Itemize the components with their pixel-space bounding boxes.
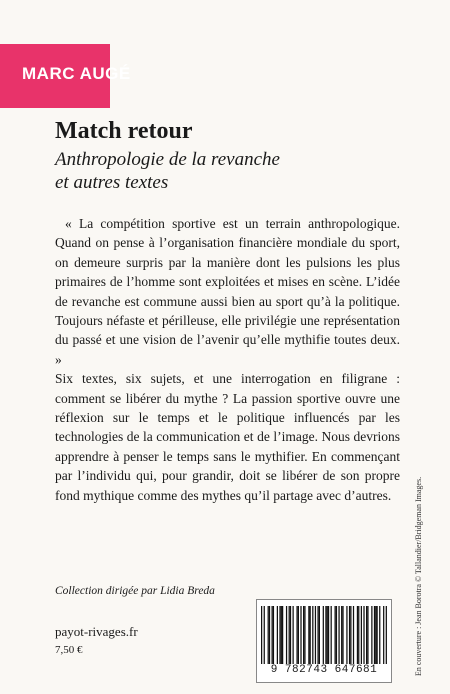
barcode-bar xyxy=(383,606,384,664)
barcode-bar xyxy=(296,606,297,664)
barcode-bar xyxy=(303,606,304,664)
barcode-bar xyxy=(277,606,278,664)
barcode-bar xyxy=(279,606,280,664)
barcode-bar xyxy=(363,606,364,664)
barcode-bar xyxy=(353,606,354,664)
barcode-bar xyxy=(358,606,359,664)
barcode xyxy=(256,599,392,683)
barcode-bars xyxy=(261,606,387,664)
blurb-paragraph: Six textes, six sujets, et une interrogation en filigrane : comment se libérer du mythe ? La passion sportive ouvre une réflexion sur le temps et le politique influencés par les technologies de la communication et de l’image. Nous devrions apprendre à penser le temps sans le mythifier. En commençant par l’individu qui, pour grandir, doit se libérer de son propre fond mythique comme des mythes qu’il partage avec d’autres. xyxy=(55,371,400,503)
barcode-bar xyxy=(308,606,309,664)
cover-credit: En couverture : Jean Borotra © Tallandier/Bridgeman Images. xyxy=(414,476,423,676)
blurb-quote: « La compétition sportive est un terrain anthropologique. Quand on pense à l’organisation financière mondiale du sport, on demeure surpris par la manière dont les pulsions les plus primaires de l’homme sont exploitées et mises en scène. L’idée de revanche est commune aussi bien au sport qu’à la politique. Toujours néfaste et périlleuse, elle privilégie une représentation du passé et une vision de l’avenir qu’elle mythifie toutes deux. » xyxy=(55,216,400,367)
barcode-bar xyxy=(386,606,387,664)
barcode-bar xyxy=(312,606,313,664)
barcode-bar xyxy=(323,606,324,664)
barcode-bar xyxy=(289,606,290,664)
barcode-bar xyxy=(357,606,358,664)
author-name: MARC AUGÉ xyxy=(22,64,131,83)
isbn-number: 9 782743 647681 xyxy=(270,664,378,676)
book-subtitle xyxy=(55,148,375,194)
barcode-bar xyxy=(282,606,283,664)
barcode-bar xyxy=(319,606,320,664)
barcode-bar xyxy=(281,606,282,664)
barcode-bar xyxy=(366,606,367,664)
barcode-bar xyxy=(290,606,291,664)
barcode-bar xyxy=(379,606,380,664)
barcode-bar xyxy=(268,606,269,664)
barcode-bar xyxy=(315,606,316,664)
barcode-bar xyxy=(317,606,318,664)
publisher-website[interactable]: payot-rivages.fr xyxy=(55,624,138,639)
blurb xyxy=(55,214,400,505)
barcode-bar xyxy=(273,606,274,664)
barcode-bar xyxy=(264,606,265,664)
barcode-bar xyxy=(349,606,350,664)
barcode-bar xyxy=(374,606,375,664)
book-title: Match retour xyxy=(55,118,193,144)
barcode-bar xyxy=(286,606,287,664)
barcode-bar xyxy=(310,606,311,664)
barcode-bar xyxy=(293,606,294,664)
barcode-bar xyxy=(261,606,262,664)
barcode-bar xyxy=(350,606,351,664)
barcode-bar xyxy=(336,606,337,664)
barcode-bar xyxy=(300,606,301,664)
barcode-bar xyxy=(335,606,336,664)
barcode-bar xyxy=(298,606,299,664)
barcode-bar xyxy=(328,606,329,664)
barcode-bar xyxy=(341,606,342,664)
barcode-bar xyxy=(375,606,376,664)
barcode-bar xyxy=(325,606,326,664)
barcode-bar xyxy=(367,606,368,664)
collection-credit: Collection dirigée par Lidia Breda xyxy=(55,585,215,597)
barcode-bar xyxy=(361,606,362,664)
barcode-bar xyxy=(272,606,273,664)
barcode-bar xyxy=(331,606,332,664)
barcode-bar xyxy=(338,606,339,664)
subtitle-line-2: et autres textes xyxy=(55,172,169,193)
barcode-bar xyxy=(304,606,305,664)
barcode-bar xyxy=(269,606,270,664)
barcode-bar xyxy=(342,606,343,664)
barcode-bar xyxy=(377,606,378,664)
subtitle-line-1: Anthropologie de la revanche xyxy=(55,149,280,170)
barcode-bar xyxy=(371,606,372,664)
barcode-bar xyxy=(327,606,328,664)
price: 7,50 € xyxy=(55,644,83,656)
barcode-bar xyxy=(346,606,347,664)
